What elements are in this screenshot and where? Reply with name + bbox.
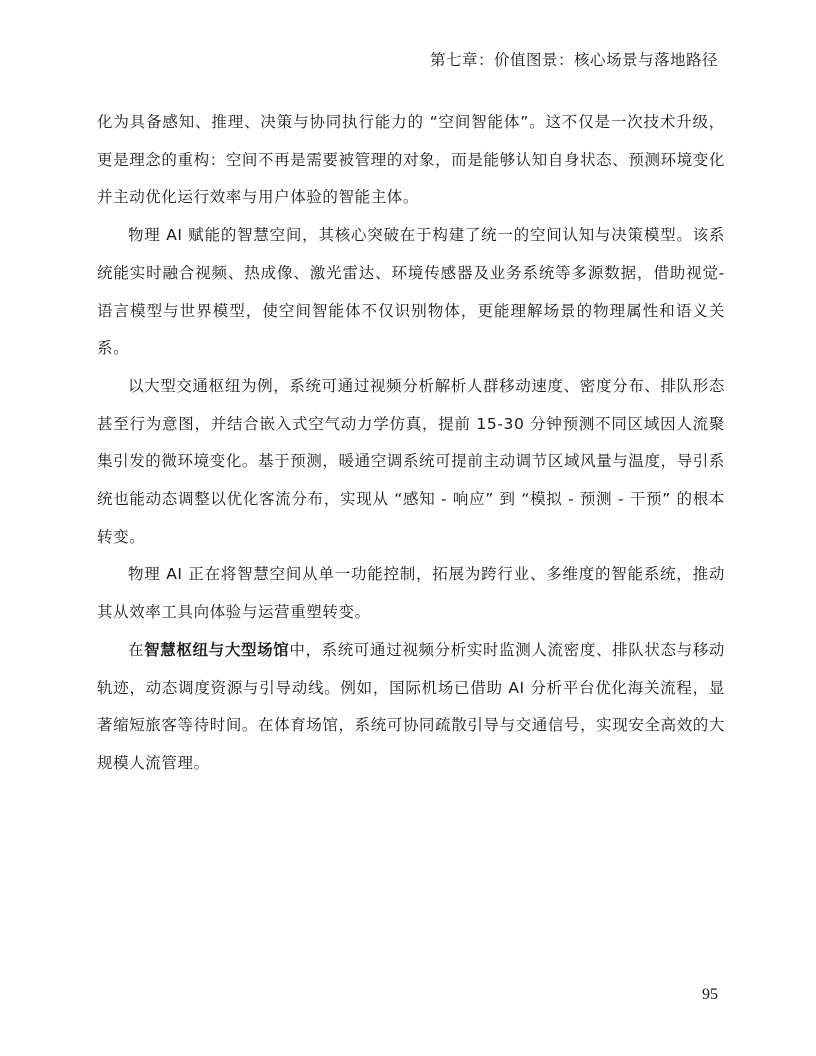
bold-term: 智慧枢纽与大型场馆: [144, 640, 290, 659]
chapter-header: 第七章：价值图景：核心场景与落地路径: [429, 51, 718, 69]
paragraph-physical-ai-space: 物理 AI 赋能的智慧空间，其核心突破在于构建了统一的空间认知与决策模型。该系统能实时融合视频、热成像、激光雷达、环境传感器及业务系统等多源数据，借助视觉-语言模型与世界模型，使空间智能体不仅识别物体，更能理解场景的物理属性和语义关系。: [97, 226, 725, 358]
paragraph-continuation: 化为具备感知、推理、决策与协同执行能力的 “空间智能体”。这不仅是一次技术升级，更是理念的重构：空间不再是需要被管理的对象，而是能够认知自身状态、预测环境变化并主动优化运行效率与用户体验的智能主体。: [97, 113, 725, 207]
paragraph-smart-hub-venues: [97, 632, 725, 783]
paragraph-rest: 中，系统可通过视频分析实时监测人流密度、排队状态与移动轨迹，动态调度资源与引导动线。例如，国际机场已借助 AI 分析平台优化海关流程，显著缩短旅客等待时间。在体育场馆，系统可协同疏散引导与交通信号，实现安全高效的大规模人流管理。: [97, 640, 726, 772]
page-number: 95: [702, 986, 718, 1003]
paragraph-physical-ai-expansion: 物理 AI 正在将智慧空间从单一功能控制，拓展为跨行业、多维度的智能系统，推动其从效率工具向体验与运营重塑转变。: [97, 565, 725, 622]
paragraph-prefix: 在: [128, 640, 145, 659]
body-text: [97, 104, 725, 783]
paragraph-transport-hub-example: 以大型交通枢纽为例，系统可通过视频分析解析人群移动速度、密度分布、排队形态甚至行为意图，并结合嵌入式空气动力学仿真，提前 15-30 分钟预测不同区域因人流聚集引发的微环境变化。基于预测，暖通空调系统可提前主动调节区域风量与温度，导引系统也能动态调整以优化客流分布，实现从 “感知 - 响应” 到 “模拟 - 预测 - 干预” 的根本转变。: [97, 376, 725, 546]
